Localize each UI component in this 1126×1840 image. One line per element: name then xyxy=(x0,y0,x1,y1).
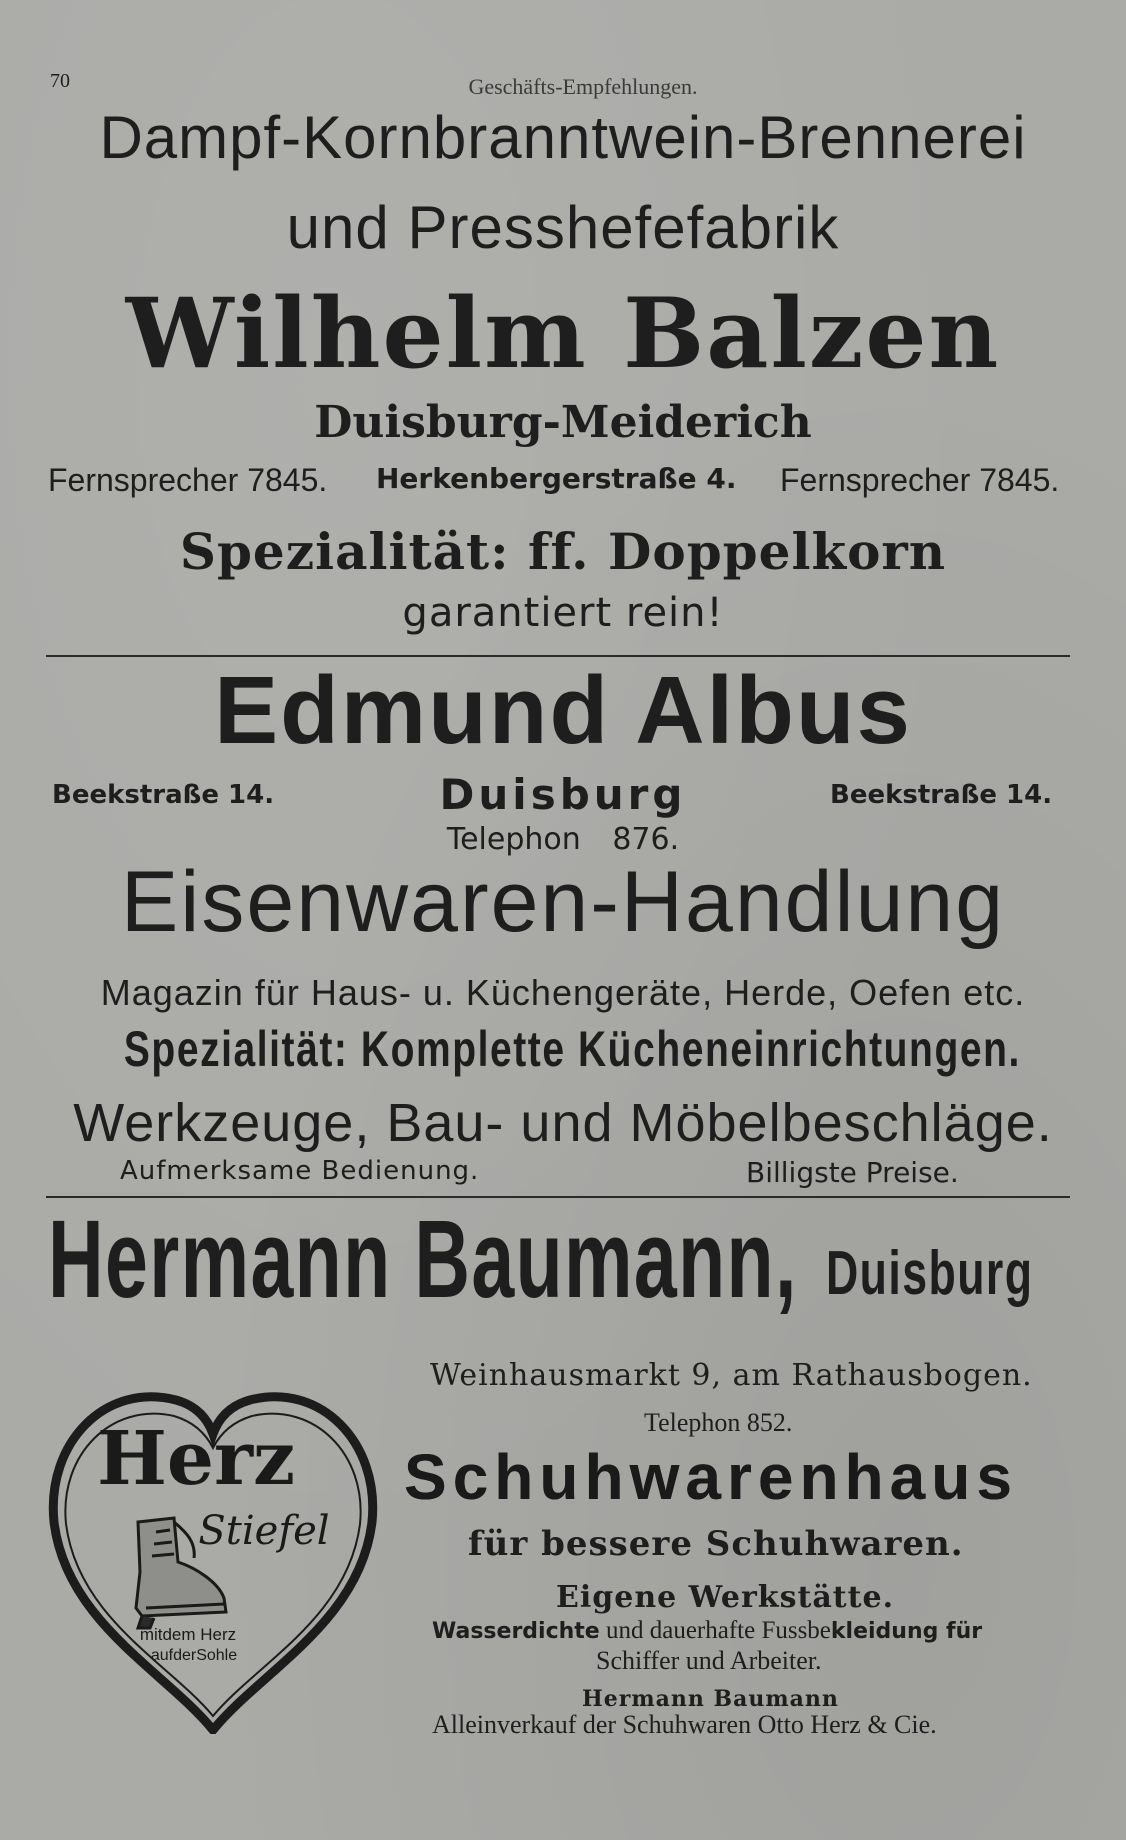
ad-heading-line1: Dampf-Kornbranntwein-Brennerei xyxy=(99,104,1027,171)
tagline: für bessere Schuhwaren. xyxy=(468,1524,964,1564)
company-city: Duisburg xyxy=(439,770,687,819)
street-address-left: Beekstraße 14. xyxy=(52,780,275,810)
clients-line: Schiffer und Arbeiter. xyxy=(596,1646,822,1675)
specialty-line: Spezialität: ff. Doppelkorn xyxy=(179,522,947,581)
footwear-bold-2: kleidung für xyxy=(830,1619,983,1644)
service-note: Aufmerksame Bedienung. xyxy=(120,1156,480,1186)
guarantee-line: garantiert rein! xyxy=(402,590,724,636)
company-name: Wilhelm Balzen xyxy=(125,277,1001,390)
footwear-mid: und dauerhafte Fussbe xyxy=(605,1617,831,1644)
phone-left: Fernsprecher 7845. xyxy=(48,462,328,498)
specialty-line: Spezialität: Komplette Kücheneinrichtungen. xyxy=(123,1021,1021,1077)
phone-line: Telephon 876. xyxy=(446,822,680,857)
company-city: Duisburg xyxy=(826,1239,1034,1308)
phone-line: Telephon 852. xyxy=(644,1408,793,1437)
company-city: Duisburg-Meiderich xyxy=(314,397,812,448)
street-address: Herkenbergerstraße 4. xyxy=(376,462,737,495)
company-name: Hermann Baumann, xyxy=(48,1198,798,1321)
footwear-line xyxy=(432,1617,982,1645)
business-type: Eisenwaren-Handlung xyxy=(120,854,1006,950)
street-address-right: Beekstraße 14. xyxy=(830,780,1053,810)
owner-name: Hermann Baumann xyxy=(582,1686,839,1712)
logo-tag-1: mitdem Herz xyxy=(139,1625,237,1644)
product-line: Magazin für Haus- u. Küchengeräte, Herde, Oefen etc. xyxy=(100,972,1026,1013)
page-number: 70 xyxy=(50,70,70,92)
herz-stiefel-logo xyxy=(46,1372,380,1734)
tools-line: Werkzeuge, Bau- und Möbelbeschläge. xyxy=(73,1093,1053,1153)
running-head: Geschäfts-Empfehlungen. xyxy=(468,74,698,99)
footwear-bold-1: Wasserdichte xyxy=(432,1619,600,1644)
logo-sub: Stiefel xyxy=(198,1508,330,1554)
exclusive-dealer-line: Alleinverkauf der Schuhwaren Otto Herz & Cie. xyxy=(432,1710,937,1739)
workshop-line: Eigene Werkstätte. xyxy=(556,1580,895,1615)
shop-type: Schuhwarenhaus xyxy=(404,1441,1018,1513)
street-address: Weinhausmarkt 9, am Rathausbogen. xyxy=(430,1358,1033,1393)
logo-tag-2: aufderSohle xyxy=(150,1647,238,1664)
phone-right: Fernsprecher 7845. xyxy=(780,462,1060,498)
ad-heading-line2: und Presshefefabrik xyxy=(286,194,840,261)
logo-brand: Herz xyxy=(96,1416,296,1502)
company-name: Edmund Albus xyxy=(214,657,912,764)
prices-note: Billigste Preise. xyxy=(746,1156,959,1189)
